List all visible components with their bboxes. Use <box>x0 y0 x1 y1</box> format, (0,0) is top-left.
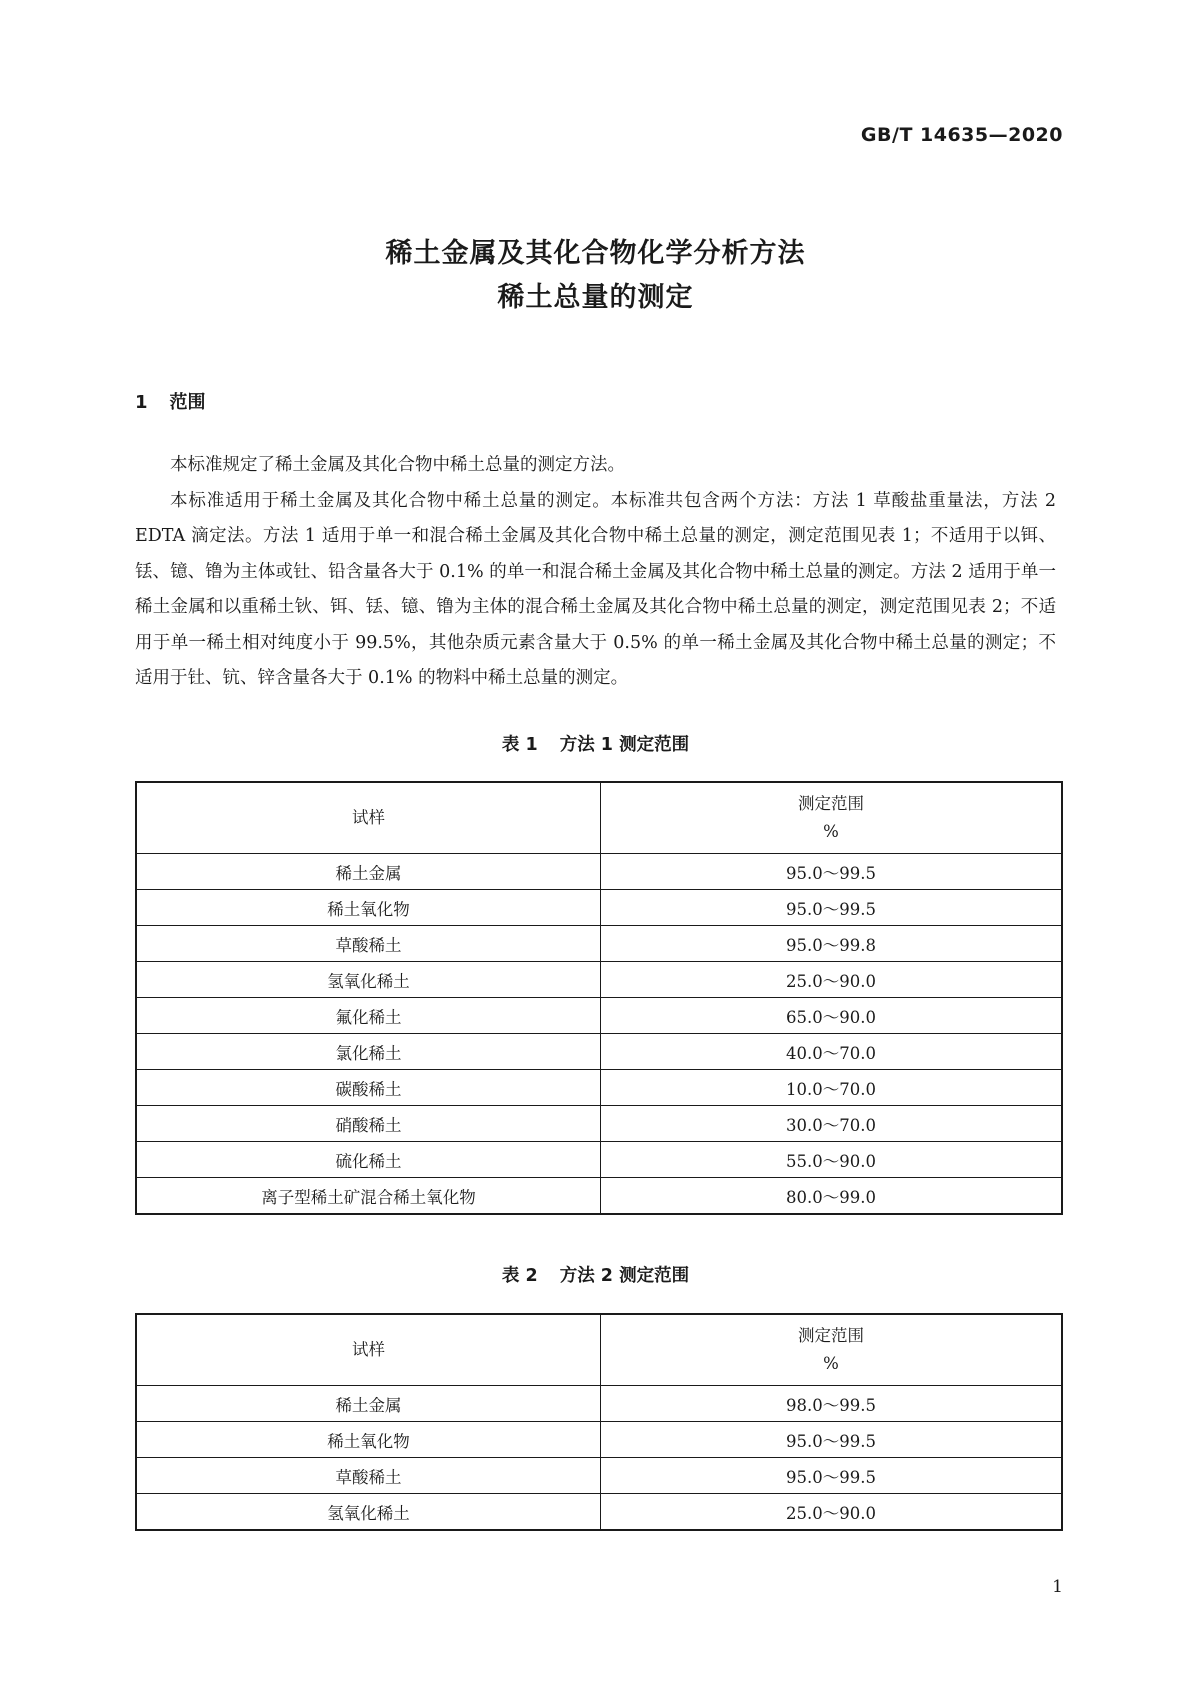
table-row <box>136 998 1062 1034</box>
header-range-unit: % <box>823 822 839 841</box>
table2-caption-label: 表 2 <box>501 1266 538 1286</box>
table2-method2-range <box>135 1313 1063 1531</box>
table-row <box>136 1422 1062 1458</box>
sample-cell: 氯化稀土 <box>136 1034 601 1070</box>
sample-cell: 氢氧化稀土 <box>136 962 601 998</box>
range-cell: 25.0～90.0 <box>601 1494 1063 1531</box>
table-row <box>136 926 1062 962</box>
sample-cell: 离子型稀土矿混合稀土氧化物 <box>136 1178 601 1215</box>
range-cell: 95.0～99.5 <box>601 854 1063 890</box>
scope-body <box>135 448 1056 697</box>
scope-paragraph-1: 本标准规定了稀土金属及其化合物中稀土总量的测定方法。 <box>170 455 625 475</box>
range-cell: 95.0～99.5 <box>601 1458 1063 1494</box>
range-cell: 95.0～99.5 <box>601 1422 1063 1458</box>
table-row <box>136 962 1062 998</box>
sample-cell: 硝酸稀土 <box>136 1106 601 1142</box>
sample-cell: 碳酸稀土 <box>136 1070 601 1106</box>
table-row <box>136 1034 1062 1070</box>
table-row <box>136 1458 1062 1494</box>
scope-paragraph-2: 本标准适用于稀土金属及其化合物中稀土总量的测定。本标准共包含两个方法：方法 1 草酸盐重量法，方法 2 EDTA 滴定法。方法 1 适用于单一和混合稀土金属及其化合物中稀土总量的测定，测定范围见表 1；不适用于以铒、铥、镱、镥为主体或钍、铅含量各大于 0.1% 的单一和混合稀土金属及其化合物中稀土总量的测定。方法 2 适用于单一稀土金属和以重稀土钬、铒、铥、镱、镥为主体的混合稀土金属及其化合物中稀土总量的测定，测定范围见表 2；不适用于单一稀土相对纯度小于 99.5%，其他杂质元素含量大于 0.5% 的单一稀土金属及其化合物中稀土总量的测定；不适用于钍、钪、锌含量各大于 0.1% 的物料中稀土总量的测定。 <box>135 490 1056 688</box>
sample-cell: 稀土氧化物 <box>136 890 601 926</box>
table2-caption-title: 方法 2 测定范围 <box>559 1266 690 1286</box>
section-heading-scope <box>135 388 206 414</box>
sample-cell: 稀土金属 <box>136 854 601 890</box>
table-row <box>136 1142 1062 1178</box>
section-number: 1 <box>135 392 148 413</box>
table1-caption-label: 表 1 <box>501 735 538 755</box>
table-row <box>136 890 1062 926</box>
header-sample: 试样 <box>136 1314 601 1386</box>
range-cell: 10.0～70.0 <box>601 1070 1063 1106</box>
header-range <box>601 782 1063 854</box>
range-cell: 65.0～90.0 <box>601 998 1063 1034</box>
sample-cell: 氢氧化稀土 <box>136 1494 601 1531</box>
table-header-row <box>136 1314 1062 1386</box>
table1-method1-range <box>135 781 1063 1215</box>
table-row <box>136 1494 1062 1531</box>
sample-cell: 稀土金属 <box>136 1386 601 1422</box>
title-line-1: 稀土金属及其化合物化学分析方法 <box>385 238 806 269</box>
page-number: 1 <box>1052 1577 1063 1597</box>
range-cell: 95.0～99.5 <box>601 890 1063 926</box>
table-row <box>136 854 1062 890</box>
standard-code: GB/T 14635—2020 <box>860 124 1063 146</box>
range-cell: 55.0～90.0 <box>601 1142 1063 1178</box>
sample-cell: 硫化稀土 <box>136 1142 601 1178</box>
header-range-unit: % <box>823 1354 839 1373</box>
title-line-2: 稀土总量的测定 <box>497 282 694 313</box>
sample-cell: 草酸稀土 <box>136 1458 601 1494</box>
range-cell: 95.0～99.8 <box>601 926 1063 962</box>
table1-caption <box>0 731 1191 756</box>
header-sample: 试样 <box>136 782 601 854</box>
table-header-row <box>136 782 1062 854</box>
range-cell: 98.0～99.5 <box>601 1386 1063 1422</box>
table-row <box>136 1106 1062 1142</box>
table-row <box>136 1178 1062 1215</box>
range-cell: 40.0～70.0 <box>601 1034 1063 1070</box>
table-row <box>136 1386 1062 1422</box>
sample-cell: 氟化稀土 <box>136 998 601 1034</box>
sample-cell: 草酸稀土 <box>136 926 601 962</box>
header-range-label: 测定范围 <box>798 1326 864 1345</box>
range-cell: 25.0～90.0 <box>601 962 1063 998</box>
table-row <box>136 1070 1062 1106</box>
header-range-label: 测定范围 <box>798 794 864 813</box>
table1-caption-title: 方法 1 测定范围 <box>559 735 690 755</box>
section-title: 范围 <box>169 392 206 413</box>
table2-caption <box>0 1262 1191 1287</box>
document-title <box>0 232 1191 320</box>
header-range <box>601 1314 1063 1386</box>
sample-cell: 稀土氧化物 <box>136 1422 601 1458</box>
range-cell: 80.0～99.0 <box>601 1178 1063 1215</box>
range-cell: 30.0～70.0 <box>601 1106 1063 1142</box>
